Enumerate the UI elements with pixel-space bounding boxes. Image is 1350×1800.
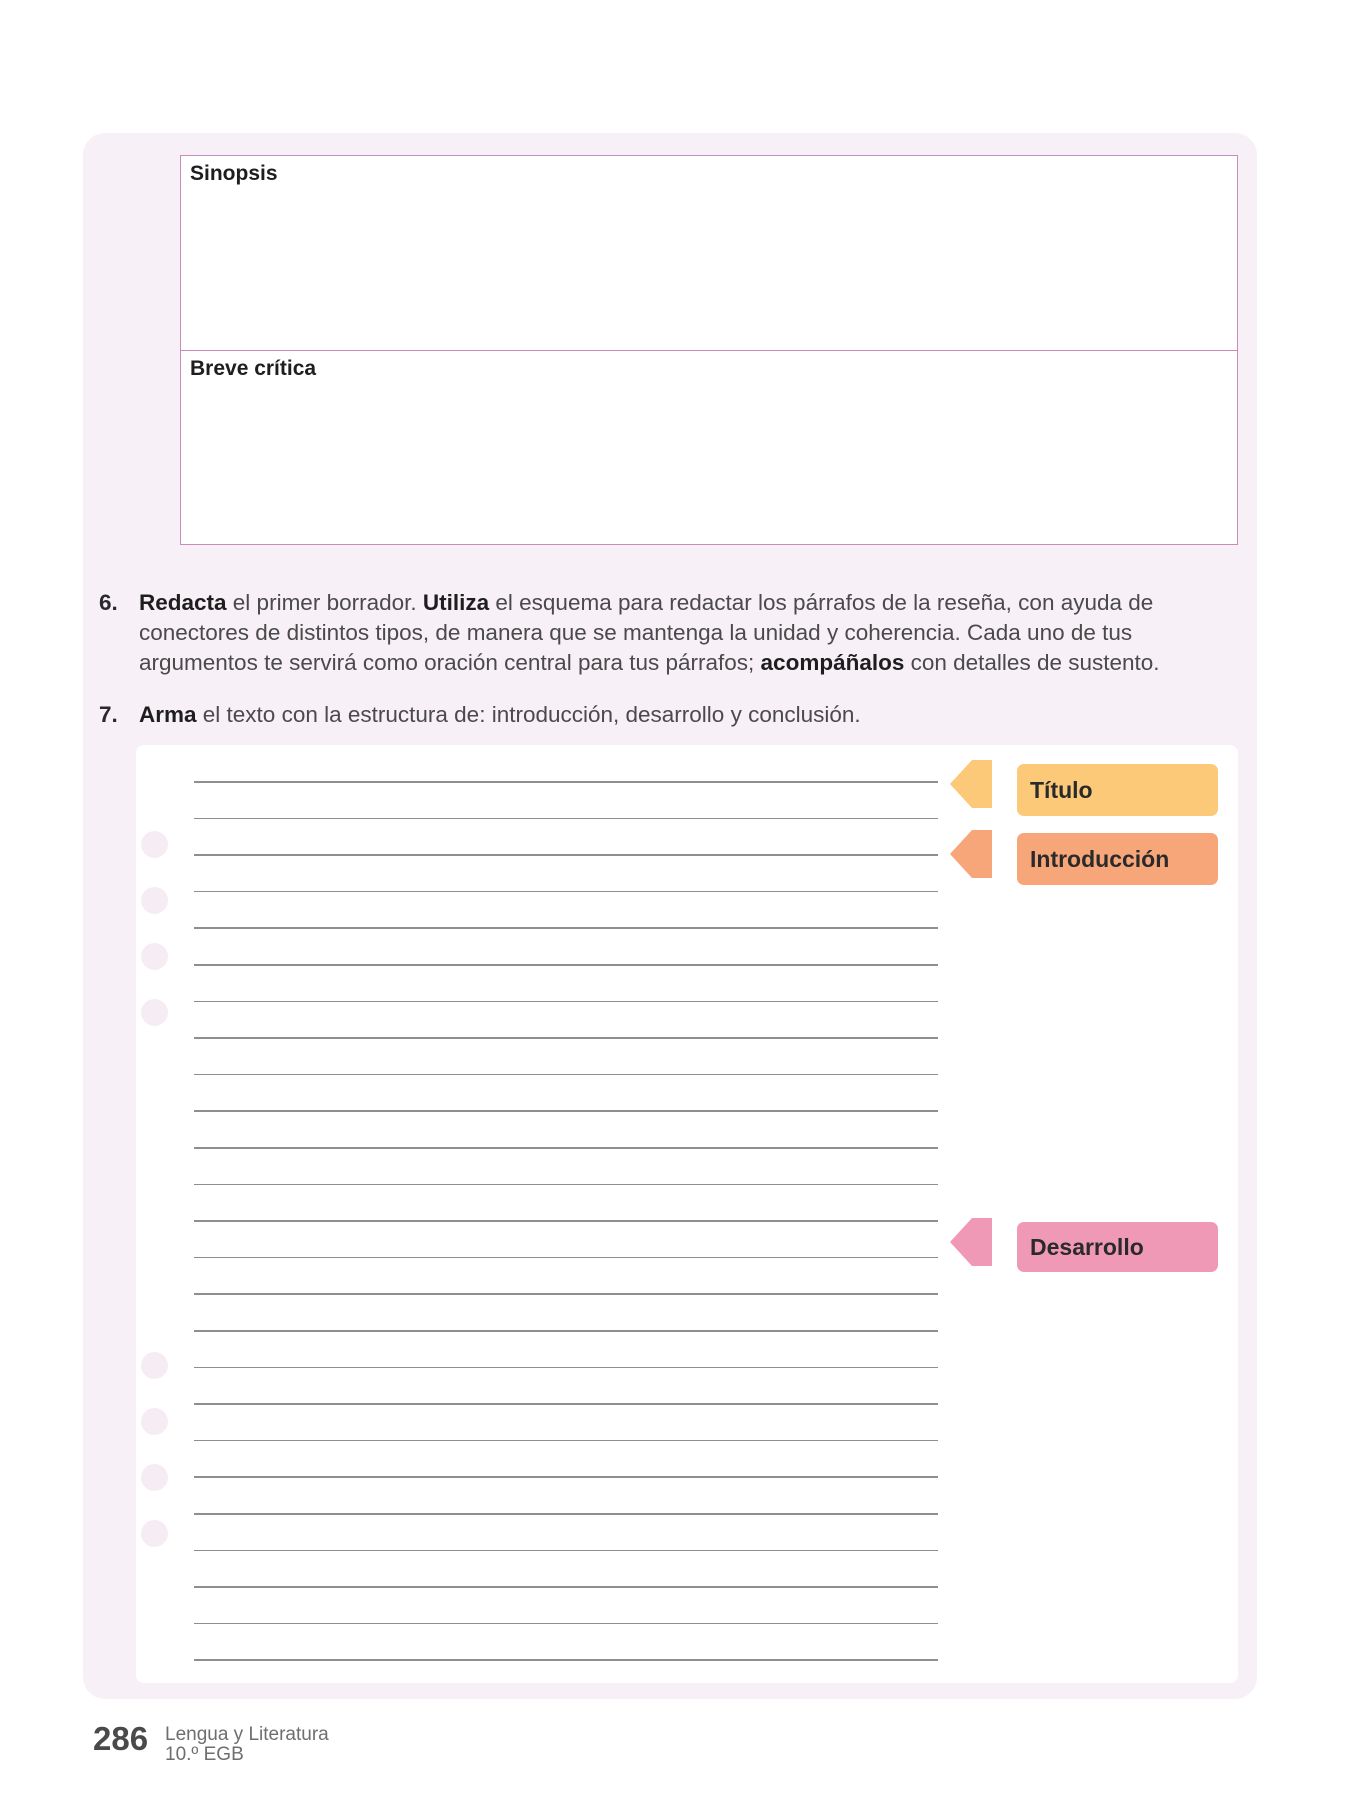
question-6 bbox=[99, 588, 1249, 678]
notebook-writing-area[interactable] bbox=[136, 745, 1238, 1683]
question-7 bbox=[99, 700, 1249, 730]
question-7-text bbox=[139, 700, 1249, 730]
writing-line bbox=[194, 1001, 938, 1003]
question-6-text bbox=[139, 588, 1249, 678]
writing-line bbox=[194, 1476, 938, 1478]
binder-hole bbox=[141, 1408, 168, 1435]
writing-line bbox=[194, 1659, 938, 1661]
binder-hole bbox=[141, 943, 168, 970]
q7-text-1: el texto con la estructura de: introducción, desarrollo y conclusión. bbox=[196, 702, 861, 727]
writing-line bbox=[194, 964, 938, 966]
question-7-number: 7. bbox=[99, 702, 118, 727]
binder-hole bbox=[141, 887, 168, 914]
writing-line bbox=[194, 1147, 938, 1149]
subject-name: Lengua y Literatura bbox=[165, 1724, 329, 1745]
synopsis-cell[interactable] bbox=[181, 156, 1237, 351]
writing-line bbox=[194, 1403, 938, 1405]
writing-line bbox=[194, 1623, 938, 1625]
critique-label: Breve crítica bbox=[190, 357, 317, 380]
q6-bold-acompanalos: acompáñalos bbox=[760, 650, 905, 675]
q7-bold-arma: Arma bbox=[139, 702, 197, 727]
writing-line bbox=[194, 1367, 938, 1369]
writing-line bbox=[194, 1110, 938, 1112]
q6-bold-utiliza: Utiliza bbox=[422, 590, 490, 615]
introduction-arrow-icon bbox=[950, 830, 992, 878]
binder-hole bbox=[141, 999, 168, 1026]
title-tag: Título bbox=[1017, 764, 1218, 816]
writing-line bbox=[194, 1550, 938, 1552]
q6-text-2: el esquema para redactar los párrafos de la reseña, con ayuda de conectores de distintos tipos, de manera que se mantenga la unidad y coherencia. Cada uno de tus argumentos te servirá como oración central para tus párrafos; bbox=[139, 590, 1154, 675]
writing-line bbox=[194, 1074, 938, 1076]
binder-hole bbox=[141, 1464, 168, 1491]
writing-line bbox=[194, 927, 938, 929]
writing-line bbox=[194, 1330, 938, 1332]
title-arrow-icon bbox=[950, 760, 992, 808]
question-6-number: 6. bbox=[99, 590, 118, 615]
writing-line bbox=[194, 854, 938, 856]
binder-hole bbox=[141, 831, 168, 858]
q6-text-3: con detalles de sustento. bbox=[904, 650, 1160, 675]
writing-line bbox=[194, 818, 938, 820]
binder-hole bbox=[141, 1352, 168, 1379]
writing-line bbox=[194, 891, 938, 893]
review-table bbox=[180, 155, 1238, 545]
footer-subject bbox=[165, 1725, 329, 1765]
writing-line bbox=[194, 1513, 938, 1515]
development-tag: Desarrollo bbox=[1017, 1222, 1218, 1272]
q6-text-1: el primer borrador. bbox=[226, 590, 423, 615]
synopsis-label: Sinopsis bbox=[190, 162, 278, 185]
writing-line bbox=[194, 1586, 938, 1588]
writing-line bbox=[194, 781, 938, 783]
writing-line bbox=[194, 1257, 938, 1259]
writing-line bbox=[194, 1037, 938, 1039]
binder-hole bbox=[141, 1520, 168, 1547]
development-arrow-icon bbox=[950, 1218, 992, 1266]
writing-line bbox=[194, 1440, 938, 1442]
introduction-tag: Introducción bbox=[1017, 833, 1218, 885]
grade-level: 10.º EGB bbox=[165, 1744, 244, 1765]
critique-cell[interactable] bbox=[181, 351, 1237, 544]
page-number: 286 bbox=[93, 1720, 149, 1757]
writing-line bbox=[194, 1184, 938, 1186]
q6-bold-redacta: Redacta bbox=[139, 590, 227, 615]
writing-line bbox=[194, 1293, 938, 1295]
writing-line bbox=[194, 1220, 938, 1222]
